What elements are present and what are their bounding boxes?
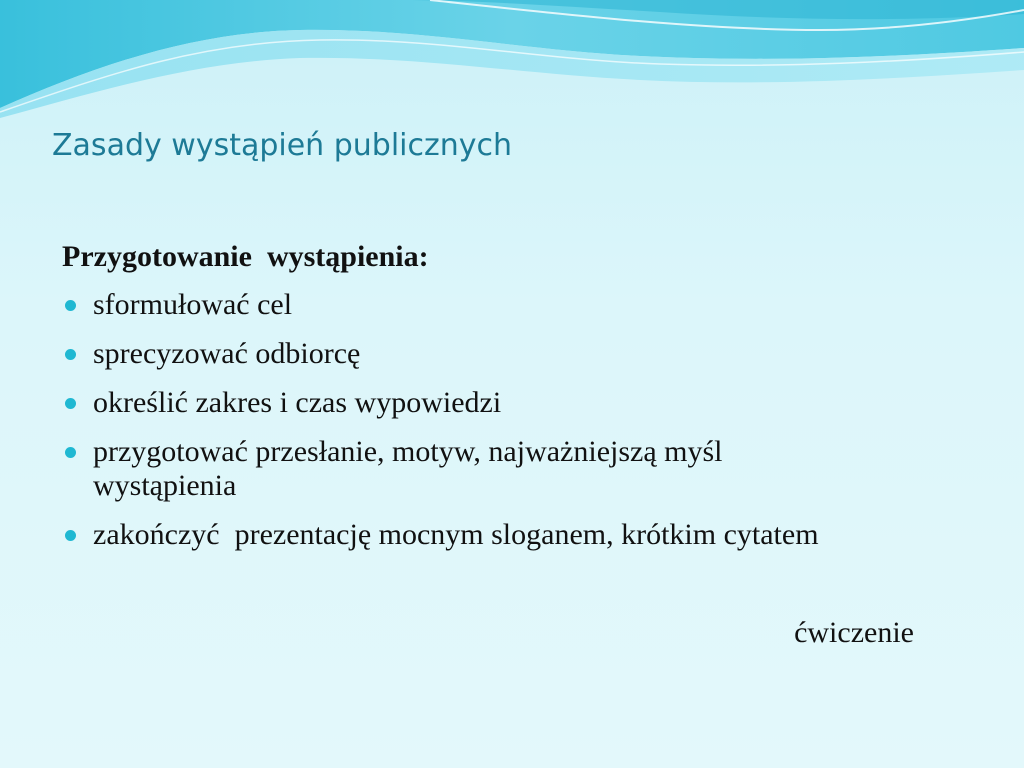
bullet-text: określić zakres i czas wypowiedzi: [93, 386, 502, 419]
bullet-item: [62, 435, 873, 503]
bullet-item: [62, 337, 873, 371]
wave-decoration: [0, 0, 1024, 130]
bullet-dot-icon: [65, 530, 76, 541]
bullet-dot-icon: [65, 447, 76, 458]
bullet-text: sformułować cel: [93, 288, 293, 321]
bullet-dot-icon: [65, 300, 76, 311]
bullet-item: [62, 288, 873, 322]
bullet-text: przygotować przesłanie, motyw, najważniejszą myśl wystąpienia: [93, 435, 731, 502]
slide-content: [62, 236, 942, 567]
bullet-list: [62, 288, 942, 552]
exercise-note: ćwiczenie: [794, 616, 914, 649]
bullet-item: [62, 386, 873, 420]
slide-title: Zasady wystąpień publicznych: [52, 128, 513, 163]
bullet-dot-icon: [65, 398, 76, 409]
bullet-item: [62, 518, 873, 552]
bullet-dot-icon: [65, 349, 76, 360]
bullet-text: zakończyć prezentację mocnym sloganem, krótkim cytatem: [93, 518, 819, 551]
section-heading: Przygotowanie wystąpienia:: [62, 240, 429, 273]
bullet-text: sprecyzować odbiorcę: [93, 337, 361, 370]
